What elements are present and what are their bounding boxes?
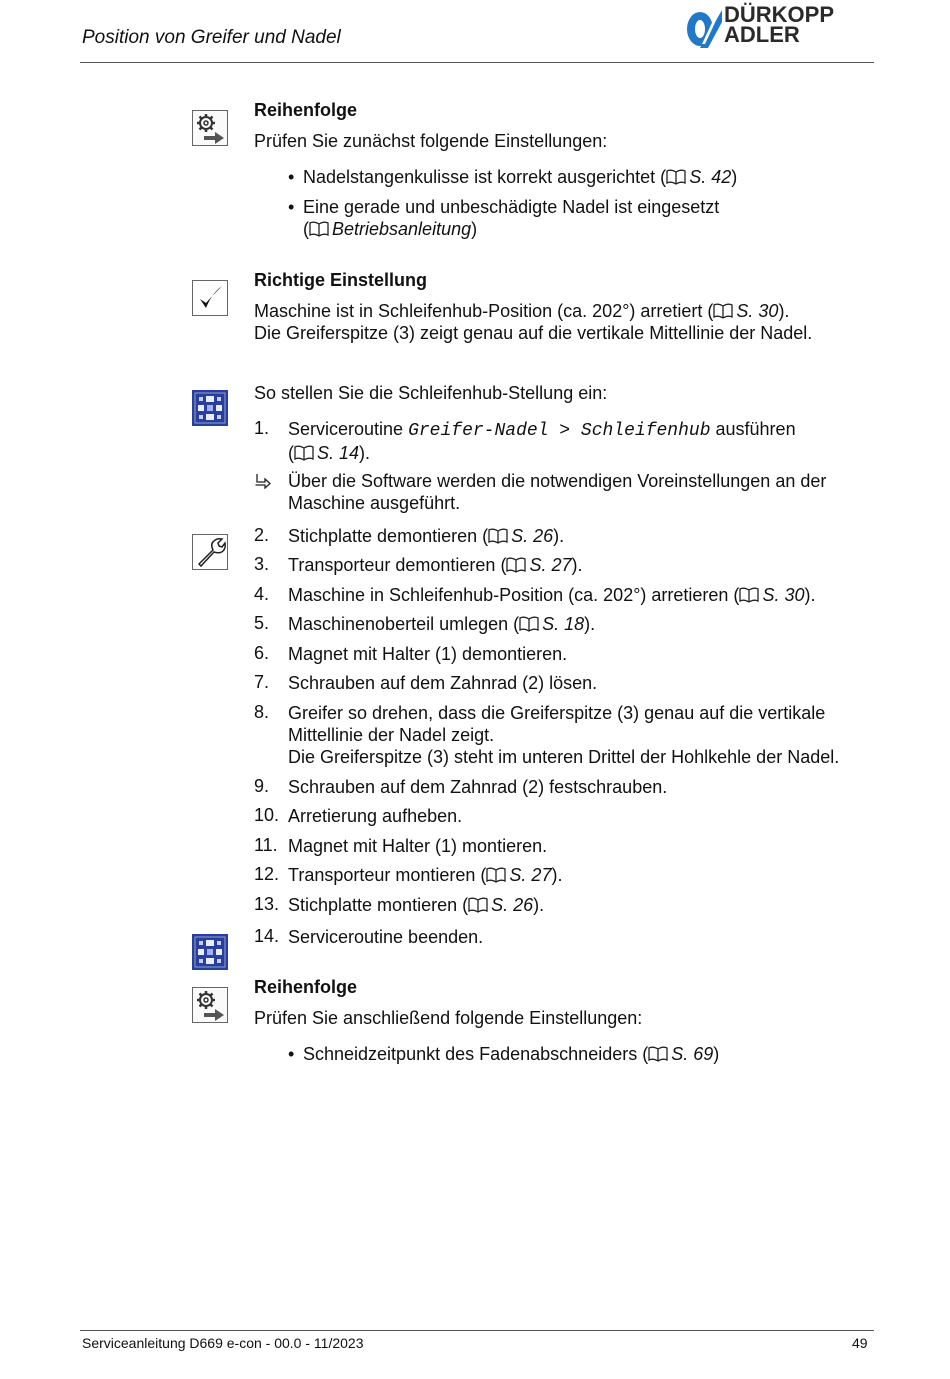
book-reference-icon [666,169,686,185]
section-heading-sequence: Reihenfolge [254,977,358,997]
step-item: Serviceroutine Greifer-Nadel > Schleifenhub ausführen ( S. 14). [288,419,796,463]
correct-setting-line-2: Die Greiferspitze (3) zeigt genau auf die vertikale Mittellinie der Nadel. [254,323,813,343]
page-reference-link[interactable]: S. 42 [689,167,732,187]
page-header-title: Position von Greifer und Nadel [82,27,341,48]
step-number: 11. [254,835,278,855]
book-reference-icon [713,303,733,319]
checkmark-icon [192,280,228,316]
step-number: 1. [254,418,270,438]
sequence-gear-icon [192,110,228,146]
page-reference-link[interactable]: S. 30 [736,301,779,321]
step-number: 8. [254,702,270,722]
step-item: Transporteur demontieren ( S. 27). [288,555,583,575]
step-number: 14. [254,926,280,946]
header-divider [80,62,874,63]
section-heading-sequence: Reihenfolge [254,100,358,120]
step-item: Magnet mit Halter (1) demontieren. [288,644,568,664]
step-item: Magnet mit Halter (1) montieren. [288,836,548,856]
service-routine-path: Greifer-Nadel > Schleifenhub [408,421,711,441]
bullet-marker: • [288,1044,295,1064]
step-item: Arretierung aufheben. [288,806,463,826]
control-panel-icon [192,390,226,424]
list-item: Nadelstangenkulisse ist korrekt ausgerichtet ( S. 42) [303,167,738,187]
step-item: Greifer so drehen, dass die Greiferspitze (3) genau auf die vertikale Mittellinie der Nadel zeigt. Die Greiferspitze (3) steht im unteren Drittel der Hohlkehle der Nadel. [288,703,840,767]
sequence-intro: Prüfen Sie anschließend folgende Einstellungen: [254,1008,643,1028]
page-number: 49 [852,1335,868,1351]
logo-mark-icon [686,8,722,50]
control-panel-icon [192,934,226,968]
step-number: 2. [254,525,270,545]
wrench-icon [192,534,228,570]
page-reference-link[interactable]: S. 18 [542,614,585,634]
book-reference-icon [486,867,506,883]
logo-line-2: ADLER [724,22,800,47]
page-reference-link[interactable]: S. 26 [511,526,554,546]
duerkopp-adler-logo [686,2,876,52]
page-reference-link[interactable]: S. 27 [529,555,572,575]
step-item: Maschinenoberteil umlegen ( S. 18). [288,614,596,634]
step-item: Stichplatte demontieren ( S. 26). [288,526,565,546]
book-reference-icon [506,557,526,573]
page-reference-link[interactable]: S. 14 [317,443,360,463]
step-item: Stichplatte montieren ( S. 26). [288,895,545,915]
step-result: Über die Software werden die notwendigen Voreinstellungen an der Maschine ausgeführt. [288,471,827,513]
step-number: 3. [254,554,270,574]
step-number: 12. [254,864,280,884]
step-number: 10. [254,805,280,825]
page-reference-link[interactable]: S. 30 [762,585,805,605]
step-number: 4. [254,584,270,604]
result-arrow-icon [255,473,271,489]
page-reference-link[interactable]: S. 26 [491,895,534,915]
book-reference-icon [488,528,508,544]
logo-line-1: DÜRKOPP [724,2,835,27]
step-number: 9. [254,776,270,796]
step-item: Schrauben auf dem Zahnrad (2) festschrauben. [288,777,668,797]
step-number: 6. [254,643,270,663]
step-item: Maschine in Schleifenhub-Position (ca. 202°) arretieren ( S. 30). [288,585,816,605]
step-number: 13. [254,894,280,914]
step-number: 7. [254,672,270,692]
correct-setting-line-1: Maschine ist in Schleifenhub-Position (ca. 202°) arretiert ( S. 30). [254,301,790,321]
footer-document-info: Serviceanleitung D669 e-con - 00.0 - 11/2023 [82,1335,364,1351]
book-reference-icon [468,897,488,913]
logo-wordmark [724,2,835,47]
list-item: Eine gerade und unbeschädigte Nadel ist eingesetzt ( Betriebsanleitung) [303,197,720,239]
page-reference-link[interactable]: S. 69 [671,1044,714,1064]
sequence-intro: Prüfen Sie zunächst folgende Einstellungen: [254,131,608,151]
book-reference-icon [648,1046,668,1062]
book-reference-icon [294,445,314,461]
manual-reference-link[interactable]: Betriebsanleitung [332,219,472,239]
step-number: 5. [254,613,270,633]
page-reference-link[interactable]: S. 27 [509,865,552,885]
procedure-intro: So stellen Sie die Schleifenhub-Stellung ein: [254,383,608,403]
step-item: Transporteur montieren ( S. 27). [288,865,563,885]
book-reference-icon [519,616,539,632]
step-item: Serviceroutine beenden. [288,927,484,947]
bullet-marker: • [288,197,295,217]
sequence-gear-icon [192,987,228,1023]
section-heading-correct-setting: Richtige Einstellung [254,270,428,290]
footer-divider [80,1330,874,1331]
bullet-marker: • [288,167,295,187]
book-reference-icon [739,587,759,603]
step-item: Schrauben auf dem Zahnrad (2) lösen. [288,673,598,693]
book-reference-icon [309,221,329,237]
list-item: Schneidzeitpunkt des Fadenabschneiders ( S. 69) [303,1044,720,1064]
